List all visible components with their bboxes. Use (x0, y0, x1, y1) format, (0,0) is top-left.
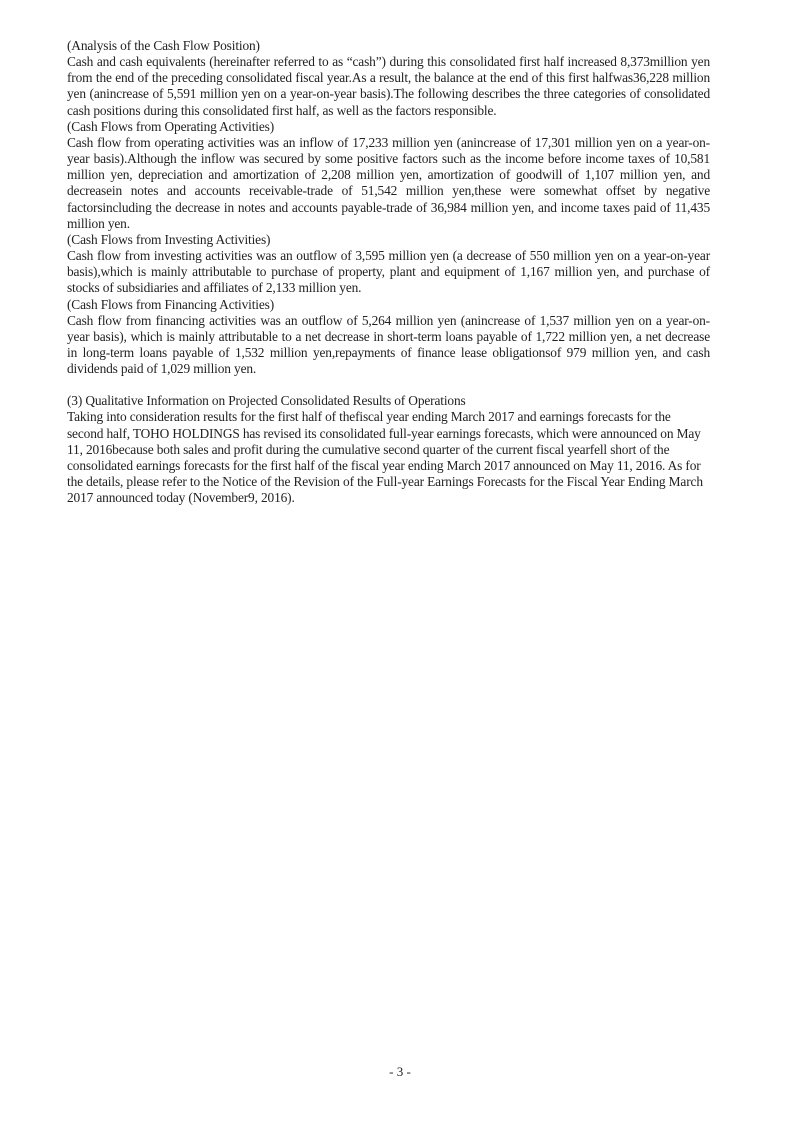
financing-activities-paragraph: Cash flow from financing activities was an outflow of 5,264 million yen (anincrease of 1,537 million yen on a year-on-year basis), which is mainly attributable to a net decrease in short-term loans payable of 1,722 million yen, a net decrease in long-term loans payable of 1,532 million yen,repayments of finance lease obligationsof 979 million yen, and cash dividends paid of 1,029 million yen. (67, 312, 710, 377)
cash-flow-heading: (Analysis of the Cash Flow Position) (67, 38, 260, 53)
cash-flow-intro-paragraph: Cash and cash equivalents (hereinafter referred to as “cash”) during this consolidated first half increased 8,373million yen from the end of the preceding consolidated fiscal year.As a result, the balance at the end of this first halfwas36,228 million yen (anincrease of 5,591 million yen on a year-on-year basis).The following describes the three categories of consolidated cash positions during this consolidated first half, as well as the factors responsible. (67, 54, 710, 118)
investing-activities-heading: (Cash Flows from Investing Activities) (67, 231, 271, 247)
qualitative-info-heading: (3) Qualitative Information on Projected Consolidated Results of Operations (67, 393, 466, 409)
document-body (67, 38, 710, 506)
investing-activities-paragraph: Cash flow from investing activities was an outflow of 3,595 million yen (a decrease of 550 million yen on a year-on-year basis),which is mainly attributable to purchase of property, plant and equipment of 1,167 million yen, and purchase of stocks of subsidiaries and affiliates of 2,133 million yen. (67, 248, 710, 296)
page-number: - 3 - (389, 1064, 411, 1079)
qualitative-info-paragraph: Taking into consideration results for the first half of thefiscal year ending March 2017 and earnings forecasts for the second half, TOHO HOLDINGS has revised its consolidated full-year earnings forecasts, which were announced on May 11, 2016because both sales and profit during the cumulative second quarter of the current fiscal yearfell short of the consolidated earnings forecasts for the first half of the fiscal year ending March 2017 announced on May 11, 2016. As for the details, please refer to the Notice of the Revision of the Full-year Earnings Forecasts for the Fiscal Year Ending March 2017 announced today (November9, 2016). (67, 409, 703, 506)
operating-activities-paragraph: Cash flow from operating activities was an inflow of 17,233 million yen (anincrease of 17,301 million yen on a year-on-year basis).Although the inflow was secured by some positive factors such as the income before income taxes of 10,581 million yen, depreciation and amortization of 2,208 million yen, amortization of goodwill of 1,107 million yen, and decreasein notes and accounts receivable-trade of 51,542 million yen,these were somewhat offset by negative factorsincluding the decrease in notes and accounts payable-trade of 36,984 million yen, and income taxes paid of 11,435 million yen. (67, 134, 710, 231)
operating-activities-heading: (Cash Flows from Operating Activities) (67, 118, 275, 134)
section-spacer (67, 377, 710, 393)
financing-activities-heading: (Cash Flows from Financing Activities) (67, 296, 275, 312)
